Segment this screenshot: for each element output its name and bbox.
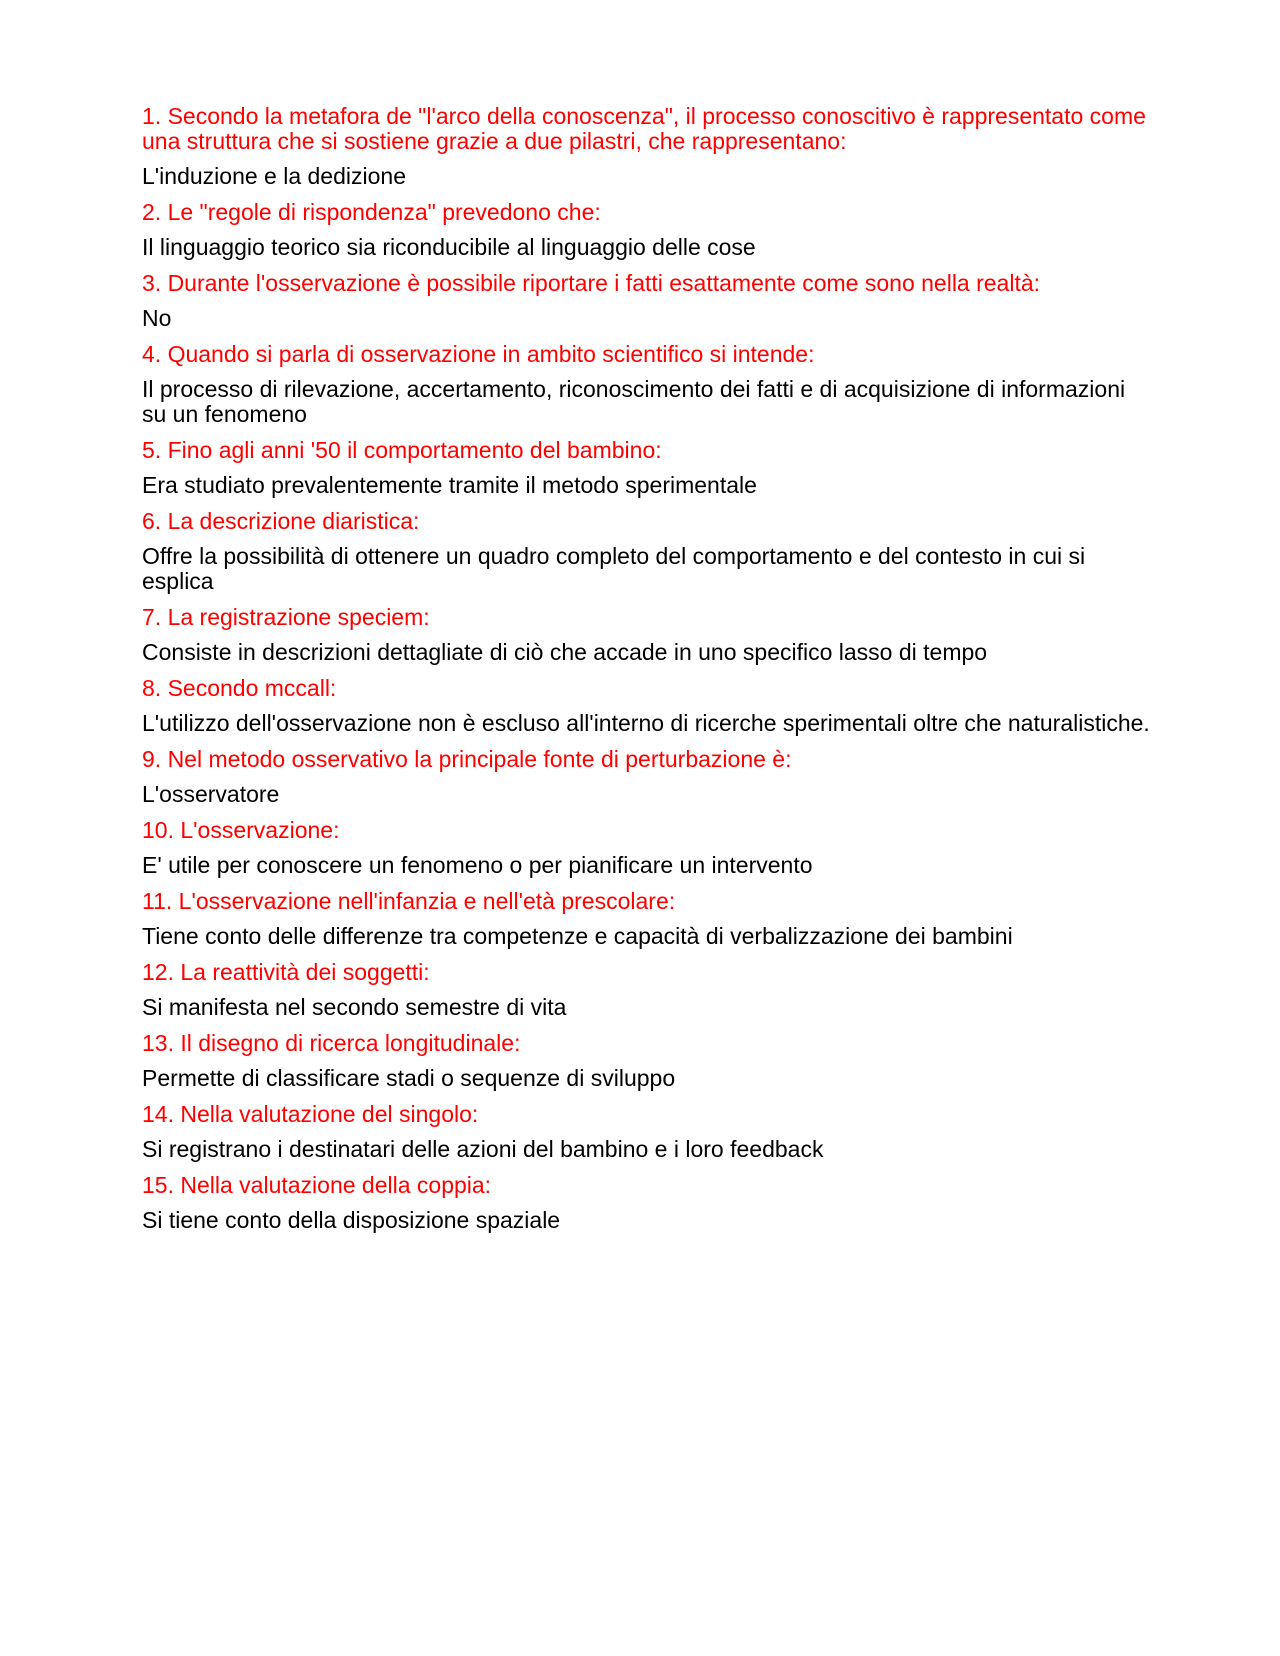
answer-text: L'utilizzo dell'osservazione non è escluso all'interno di ricerche sperimentali oltre che naturalistiche. bbox=[142, 710, 1150, 736]
answer-text: Si manifesta nel secondo semestre di vita bbox=[142, 994, 567, 1020]
question-text: 4. Quando si parla di osservazione in ambito scientifico si intende: bbox=[142, 341, 815, 367]
question-text: 10. L'osservazione: bbox=[142, 817, 340, 843]
answer-text: Consiste in descrizioni dettagliate di ciò che accade in uno specifico lasso di tempo bbox=[142, 639, 988, 665]
question-text: 6. La descrizione diaristica: bbox=[142, 508, 420, 534]
qa-item bbox=[142, 889, 1152, 949]
question-text: 1. Secondo la metafora de "l'arco della conoscenza", il processo conoscitivo è rappresentato come una struttura che si sostiene grazie a due pilastri, che rappresentano: bbox=[142, 103, 1146, 154]
qa-item bbox=[142, 271, 1152, 331]
qa-item bbox=[142, 676, 1152, 736]
answer-text: E' utile per conoscere un fenomeno o per pianificare un intervento bbox=[142, 852, 813, 878]
question-text: 12. La reattività dei soggetti: bbox=[142, 959, 430, 985]
answer-text: L'induzione e la dedizione bbox=[142, 163, 406, 189]
qa-item bbox=[142, 1102, 1152, 1162]
question-text: 7. La registrazione speciem: bbox=[142, 604, 430, 630]
document-body bbox=[142, 104, 1152, 1244]
qa-item bbox=[142, 605, 1152, 665]
qa-item bbox=[142, 200, 1152, 260]
qa-item bbox=[142, 509, 1152, 594]
question-text: 14. Nella valutazione del singolo: bbox=[142, 1101, 479, 1127]
qa-item bbox=[142, 342, 1152, 427]
answer-text: Era studiato prevalentemente tramite il metodo sperimentale bbox=[142, 472, 757, 498]
answer-text: Il processo di rilevazione, accertamento, riconoscimento dei fatti e di acquisizione di informazioni su un fenomeno bbox=[142, 376, 1126, 427]
qa-item bbox=[142, 438, 1152, 498]
question-text: 13. Il disegno di ricerca longitudinale: bbox=[142, 1030, 521, 1056]
question-text: 9. Nel metodo osservativo la principale fonte di perturbazione è: bbox=[142, 746, 792, 772]
qa-item bbox=[142, 818, 1152, 878]
question-text: 3. Durante l'osservazione è possibile riportare i fatti esattamente come sono nella realtà: bbox=[142, 270, 1041, 296]
answer-text: Tiene conto delle differenze tra competenze e capacità di verbalizzazione dei bambini bbox=[142, 923, 1013, 949]
answer-text: Si tiene conto della disposizione spaziale bbox=[142, 1207, 561, 1233]
answer-text: Si registrano i destinatari delle azioni del bambino e i loro feedback bbox=[142, 1136, 824, 1162]
answer-text: Permette di classificare stadi o sequenze di sviluppo bbox=[142, 1065, 676, 1091]
qa-item bbox=[142, 1173, 1152, 1233]
qa-item bbox=[142, 747, 1152, 807]
qa-item bbox=[142, 960, 1152, 1020]
question-text: 8. Secondo mccall: bbox=[142, 675, 337, 701]
answer-text: Il linguaggio teorico sia riconducibile al linguaggio delle cose bbox=[142, 234, 756, 260]
qa-item bbox=[142, 104, 1152, 189]
qa-item bbox=[142, 1031, 1152, 1091]
answer-text: L'osservatore bbox=[142, 781, 280, 807]
question-text: 2. Le "regole di rispondenza" prevedono che: bbox=[142, 199, 601, 225]
answer-text: Offre la possibilità di ottenere un quadro completo del comportamento e del contesto in cui si esplica bbox=[142, 543, 1086, 594]
answer-text: No bbox=[142, 305, 172, 331]
question-text: 15. Nella valutazione della coppia: bbox=[142, 1172, 492, 1198]
question-text: 5. Fino agli anni '50 il comportamento del bambino: bbox=[142, 437, 662, 463]
question-text: 11. L'osservazione nell'infanzia e nell'età prescolare: bbox=[142, 888, 676, 914]
